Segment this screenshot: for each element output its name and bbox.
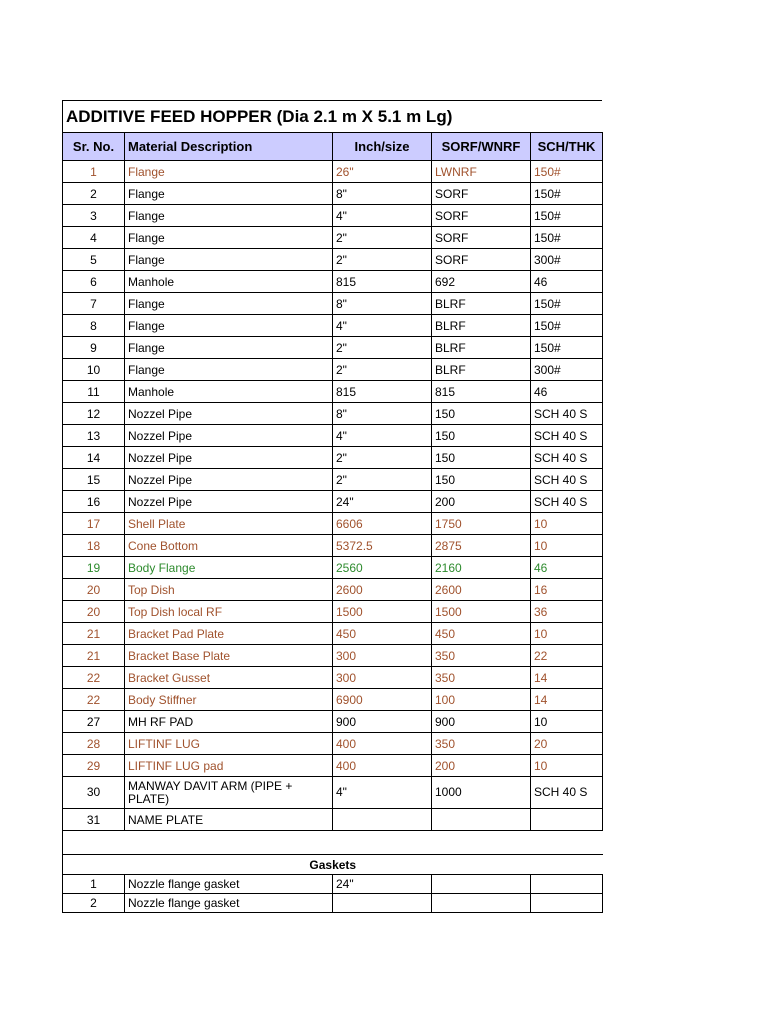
cell-sch-thk: 150# <box>531 183 603 205</box>
cell-material-description: Flange <box>125 249 333 271</box>
cell-sch-thk <box>531 809 603 831</box>
cell-material-description: Nozzel Pipe <box>125 447 333 469</box>
table-row <box>63 733 603 755</box>
cell-sorf-wnrf: SORF <box>432 205 531 227</box>
cell-sr-no: 19 <box>63 557 125 579</box>
cell-inch-size: 8" <box>333 293 432 315</box>
cell-material-description: Nozzle flange gasket <box>125 894 333 913</box>
spacer-cell <box>63 831 603 855</box>
cell-inch-size: 5372.5 <box>333 535 432 557</box>
cell-material-description: Body Stiffner <box>125 689 333 711</box>
cell-sr-no: 12 <box>63 403 125 425</box>
cell-sch-thk: 10 <box>531 623 603 645</box>
cell-sch-thk: 300# <box>531 359 603 381</box>
table-row <box>63 491 603 513</box>
cell-sr-no: 16 <box>63 491 125 513</box>
spreadsheet <box>62 100 602 913</box>
cell-sorf-wnrf: 2875 <box>432 535 531 557</box>
cell-sorf-wnrf: 200 <box>432 755 531 777</box>
cell-inch-size: 400 <box>333 755 432 777</box>
cell-sr-no: 22 <box>63 689 125 711</box>
cell-sch-thk: 36 <box>531 601 603 623</box>
cell-sorf-wnrf: 1000 <box>432 777 531 809</box>
header-row <box>63 133 603 161</box>
cell-inch-size: 400 <box>333 733 432 755</box>
table-row <box>63 469 603 491</box>
cell-sch-thk <box>531 894 603 913</box>
table-row <box>63 601 603 623</box>
table-row <box>63 381 603 403</box>
table-row <box>63 667 603 689</box>
sheet-title: ADDITIVE FEED HOPPER (Dia 2.1 m X 5.1 m Lg) <box>62 100 602 132</box>
cell-sorf-wnrf: 1750 <box>432 513 531 535</box>
table-row <box>63 557 603 579</box>
table-row <box>63 809 603 831</box>
cell-sr-no: 11 <box>63 381 125 403</box>
cell-material-description: Flange <box>125 315 333 337</box>
cell-material-description: Flange <box>125 293 333 315</box>
table-row <box>63 711 603 733</box>
table-row <box>63 359 603 381</box>
cell-inch-size: 900 <box>333 711 432 733</box>
cell-sr-no: 21 <box>63 623 125 645</box>
cell-inch-size: 300 <box>333 645 432 667</box>
cell-sr-no: 1 <box>63 875 125 894</box>
cell-sch-thk: 300# <box>531 249 603 271</box>
table-row <box>63 894 603 913</box>
cell-inch-size: 2" <box>333 469 432 491</box>
cell-material-description: Bracket Gusset <box>125 667 333 689</box>
cell-sch-thk: SCH 40 S <box>531 469 603 491</box>
cell-sorf-wnrf <box>432 875 531 894</box>
cell-inch-size: 2" <box>333 227 432 249</box>
cell-inch-size: 26" <box>333 161 432 183</box>
table-row <box>63 227 603 249</box>
cell-sr-no: 3 <box>63 205 125 227</box>
cell-inch-size: 2" <box>333 249 432 271</box>
cell-material-description: Manhole <box>125 381 333 403</box>
cell-sch-thk: 46 <box>531 557 603 579</box>
table-row <box>63 315 603 337</box>
cell-sch-thk: SCH 40 S <box>531 447 603 469</box>
cell-sr-no: 20 <box>63 579 125 601</box>
cell-inch-size: 6606 <box>333 513 432 535</box>
cell-sorf-wnrf: 2600 <box>432 579 531 601</box>
cell-sorf-wnrf: 100 <box>432 689 531 711</box>
table-row <box>63 777 603 809</box>
cell-sorf-wnrf: 150 <box>432 403 531 425</box>
cell-sr-no: 2 <box>63 183 125 205</box>
cell-inch-size: 4" <box>333 777 432 809</box>
cell-sorf-wnrf: SORF <box>432 227 531 249</box>
table-row <box>63 337 603 359</box>
header-material-description: Material Description <box>125 133 333 161</box>
header-sr-no: Sr. No. <box>63 133 125 161</box>
cell-material-description: Flange <box>125 161 333 183</box>
cell-sch-thk: 150# <box>531 227 603 249</box>
cell-sr-no: 7 <box>63 293 125 315</box>
table-row <box>63 447 603 469</box>
table-body <box>63 161 603 831</box>
cell-sch-thk: 150# <box>531 293 603 315</box>
cell-sr-no: 27 <box>63 711 125 733</box>
table-row <box>63 205 603 227</box>
cell-inch-size: 2" <box>333 359 432 381</box>
cell-sorf-wnrf: 692 <box>432 271 531 293</box>
cell-material-description: Bracket Pad Plate <box>125 623 333 645</box>
cell-sr-no: 30 <box>63 777 125 809</box>
cell-sr-no: 29 <box>63 755 125 777</box>
cell-sch-thk: 150# <box>531 337 603 359</box>
cell-sorf-wnrf: 150 <box>432 425 531 447</box>
cell-sr-no: 1 <box>63 161 125 183</box>
header-sch-thk: SCH/THK <box>531 133 603 161</box>
cell-sorf-wnrf: BLRF <box>432 293 531 315</box>
cell-sr-no: 5 <box>63 249 125 271</box>
cell-sr-no: 17 <box>63 513 125 535</box>
material-table <box>62 132 603 913</box>
cell-sorf-wnrf: 350 <box>432 667 531 689</box>
cell-sch-thk: 10 <box>531 535 603 557</box>
table-row <box>63 425 603 447</box>
cell-sorf-wnrf: BLRF <box>432 337 531 359</box>
cell-inch-size: 1500 <box>333 601 432 623</box>
table-row <box>63 623 603 645</box>
cell-inch-size: 815 <box>333 381 432 403</box>
cell-sch-thk: 16 <box>531 579 603 601</box>
cell-inch-size <box>333 894 432 913</box>
cell-sorf-wnrf: 2160 <box>432 557 531 579</box>
cell-material-description: Nozzel Pipe <box>125 403 333 425</box>
cell-sr-no: 20 <box>63 601 125 623</box>
cell-material-description: Top Dish <box>125 579 333 601</box>
cell-sch-thk: 14 <box>531 689 603 711</box>
spacer-row <box>63 831 603 855</box>
table-row <box>63 755 603 777</box>
cell-material-description: Flange <box>125 359 333 381</box>
cell-inch-size: 4" <box>333 205 432 227</box>
cell-material-description: Nozzle flange gasket <box>125 875 333 894</box>
cell-sch-thk: 46 <box>531 271 603 293</box>
cell-material-description: Nozzel Pipe <box>125 425 333 447</box>
cell-sr-no: 13 <box>63 425 125 447</box>
cell-material-description: Shell Plate <box>125 513 333 535</box>
cell-sch-thk: SCH 40 S <box>531 491 603 513</box>
cell-sr-no: 4 <box>63 227 125 249</box>
cell-sorf-wnrf: 150 <box>432 469 531 491</box>
cell-sorf-wnrf <box>432 894 531 913</box>
cell-sorf-wnrf: LWNRF <box>432 161 531 183</box>
cell-sch-thk: 10 <box>531 513 603 535</box>
table-row <box>63 403 603 425</box>
cell-material-description: Flange <box>125 183 333 205</box>
cell-sorf-wnrf: 150 <box>432 447 531 469</box>
cell-sorf-wnrf: BLRF <box>432 359 531 381</box>
cell-inch-size: 2" <box>333 447 432 469</box>
cell-material-description: Flange <box>125 205 333 227</box>
cell-sch-thk: 10 <box>531 755 603 777</box>
cell-sch-thk: 10 <box>531 711 603 733</box>
cell-sr-no: 6 <box>63 271 125 293</box>
cell-sr-no: 15 <box>63 469 125 491</box>
gasket-table-body <box>63 875 603 913</box>
cell-sch-thk: 14 <box>531 667 603 689</box>
header-inch-size: Inch/size <box>333 133 432 161</box>
cell-sorf-wnrf <box>432 809 531 831</box>
cell-inch-size: 8" <box>333 403 432 425</box>
cell-sorf-wnrf: 1500 <box>432 601 531 623</box>
cell-sr-no: 18 <box>63 535 125 557</box>
cell-material-description: Flange <box>125 337 333 359</box>
header-sorf-wnrf: SORF/WNRF <box>432 133 531 161</box>
cell-inch-size: 300 <box>333 667 432 689</box>
cell-inch-size: 2" <box>333 337 432 359</box>
cell-sch-thk: 150# <box>531 315 603 337</box>
table-row <box>63 249 603 271</box>
cell-sorf-wnrf: SORF <box>432 183 531 205</box>
cell-sorf-wnrf: 350 <box>432 733 531 755</box>
cell-sr-no: 28 <box>63 733 125 755</box>
cell-sorf-wnrf: 900 <box>432 711 531 733</box>
cell-material-description: NAME PLATE <box>125 809 333 831</box>
cell-inch-size: 6900 <box>333 689 432 711</box>
cell-material-description: Top Dish local RF <box>125 601 333 623</box>
table-row <box>63 293 603 315</box>
cell-sorf-wnrf: SORF <box>432 249 531 271</box>
cell-inch-size: 4" <box>333 315 432 337</box>
cell-material-description: Bracket Base Plate <box>125 645 333 667</box>
cell-inch-size: 450 <box>333 623 432 645</box>
cell-material-description: MH RF PAD <box>125 711 333 733</box>
cell-sr-no: 2 <box>63 894 125 913</box>
cell-material-description: Cone Bottom <box>125 535 333 557</box>
cell-sr-no: 8 <box>63 315 125 337</box>
cell-sch-thk <box>531 875 603 894</box>
cell-sch-thk: 150# <box>531 161 603 183</box>
table-row <box>63 513 603 535</box>
cell-sorf-wnrf: 450 <box>432 623 531 645</box>
table-row <box>63 875 603 894</box>
cell-inch-size: 2560 <box>333 557 432 579</box>
cell-inch-size: 24" <box>333 491 432 513</box>
table-row <box>63 161 603 183</box>
cell-sr-no: 21 <box>63 645 125 667</box>
table-row <box>63 535 603 557</box>
cell-sch-thk: 46 <box>531 381 603 403</box>
cell-sch-thk: SCH 40 S <box>531 425 603 447</box>
cell-sr-no: 14 <box>63 447 125 469</box>
cell-sorf-wnrf: BLRF <box>432 315 531 337</box>
cell-inch-size: 4" <box>333 425 432 447</box>
cell-material-description: Manhole <box>125 271 333 293</box>
cell-material-description: Nozzel Pipe <box>125 469 333 491</box>
cell-sch-thk: 150# <box>531 205 603 227</box>
table-row <box>63 579 603 601</box>
cell-material-description: Flange <box>125 227 333 249</box>
cell-sr-no: 9 <box>63 337 125 359</box>
cell-sorf-wnrf: 815 <box>432 381 531 403</box>
cell-sorf-wnrf: 200 <box>432 491 531 513</box>
cell-inch-size <box>333 809 432 831</box>
cell-sr-no: 10 <box>63 359 125 381</box>
cell-material-description: LIFTINF LUG pad <box>125 755 333 777</box>
cell-material-description: Body Flange <box>125 557 333 579</box>
table-row <box>63 271 603 293</box>
cell-inch-size: 2600 <box>333 579 432 601</box>
gaskets-heading-row <box>63 855 603 875</box>
cell-material-description: MANWAY DAVIT ARM (PIPE + PLATE) <box>125 777 333 809</box>
cell-sch-thk: 20 <box>531 733 603 755</box>
cell-inch-size: 815 <box>333 271 432 293</box>
cell-sr-no: 22 <box>63 667 125 689</box>
cell-sch-thk: 22 <box>531 645 603 667</box>
cell-inch-size: 24" <box>333 875 432 894</box>
cell-sorf-wnrf: 350 <box>432 645 531 667</box>
cell-inch-size: 8" <box>333 183 432 205</box>
cell-sch-thk: SCH 40 S <box>531 403 603 425</box>
cell-sch-thk: SCH 40 S <box>531 777 603 809</box>
cell-sr-no: 31 <box>63 809 125 831</box>
gaskets-heading: Gaskets <box>63 855 603 875</box>
cell-material-description: LIFTINF LUG <box>125 733 333 755</box>
table-row <box>63 689 603 711</box>
table-row <box>63 183 603 205</box>
cell-material-description: Nozzel Pipe <box>125 491 333 513</box>
table-row <box>63 645 603 667</box>
